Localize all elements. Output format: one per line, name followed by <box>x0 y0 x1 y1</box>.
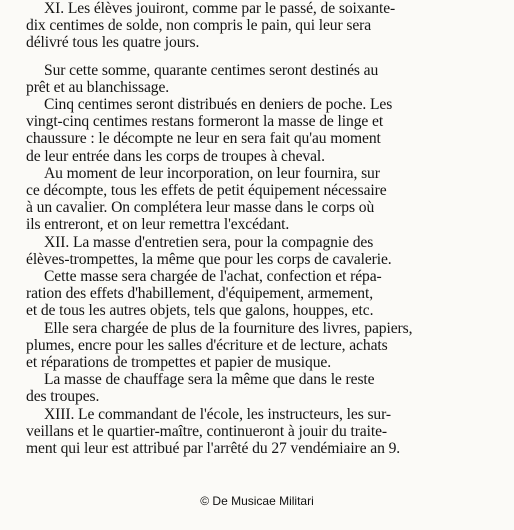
text-line: veillans et le quartier-maître, continueront à jouir du traite- <box>26 422 387 440</box>
text-line: Sur cette somme, quarante centimes seront destinés au <box>44 61 379 79</box>
text-line: Cette masse sera chargée de l'achat, confection et répa- <box>44 268 382 286</box>
text-line: XI. Les élèves jouiront, comme par le passé, de soixante- <box>44 0 396 17</box>
paragraph-spacer <box>26 52 504 62</box>
text-line: prêt et au blanchissage. <box>26 78 170 96</box>
paragraph-article-xi <box>26 0 504 52</box>
paragraph-fourniture <box>26 320 504 372</box>
text-line: chaussure : le décompte ne leur en sera fait qu'au moment <box>26 130 381 148</box>
text-line: plumes, encre pour les salles d'écriture et de lecture, achats <box>26 336 388 354</box>
paragraph-article-xiii <box>26 406 504 458</box>
paragraph-incorporation <box>26 165 504 234</box>
text-line: ration des effets d'habillement, d'équipement, armement, <box>26 285 374 303</box>
text-line: ment qui leur est attribué par l'arrêté du 27 vendémiaire an 9. <box>26 440 401 458</box>
text-line: Cinq centimes seront distribués en deniers de poche. Les <box>44 96 393 114</box>
text-line: délivré tous les quatre jours. <box>26 34 200 52</box>
document-text <box>26 0 504 457</box>
paragraph-somme <box>26 62 504 96</box>
text-line: ce décompte, tous les effets de petit équipement nécessaire <box>26 182 387 200</box>
paragraph-article-xii <box>26 234 504 268</box>
paragraph-masse-achat <box>26 268 504 320</box>
text-line: à un cavalier. On complétera leur masse dans le corps où <box>26 199 375 217</box>
text-line: XII. La masse d'entretien sera, pour la compagnie des <box>44 233 374 251</box>
text-line: XIII. Le commandant de l'école, les instructeurs, les sur- <box>44 405 392 423</box>
text-line: des troupes. <box>26 388 100 406</box>
copyright-footer: © De Musicae Militari <box>200 494 314 508</box>
text-line: vingt-cinq centimes restans formeront la masse de linge et <box>26 113 384 131</box>
paragraph-cinq-centimes <box>26 96 504 165</box>
text-line: Au moment de leur incorporation, on leur fournira, sur <box>44 164 380 182</box>
text-line: élèves-trompettes, la même que pour les corps de cavalerie. <box>26 250 392 268</box>
text-line: ils entreront, et on leur remettra l'excédant. <box>26 216 290 234</box>
paragraph-chauffage <box>26 371 504 405</box>
text-line: de leur entrée dans les corps de troupes à cheval. <box>26 147 325 165</box>
text-line: La masse de chauffage sera la même que dans le reste <box>44 371 375 389</box>
text-line: dix centimes de solde, non compris le pain, qui leur sera <box>26 17 372 35</box>
text-line: Elle sera chargée de plus de la fourniture des livres, papiers, <box>44 319 413 337</box>
text-line: et de tous les autres objets, tels que galons, houppes, etc. <box>26 302 374 320</box>
text-line: et réparations de trompettes et papier de musique. <box>26 354 332 372</box>
